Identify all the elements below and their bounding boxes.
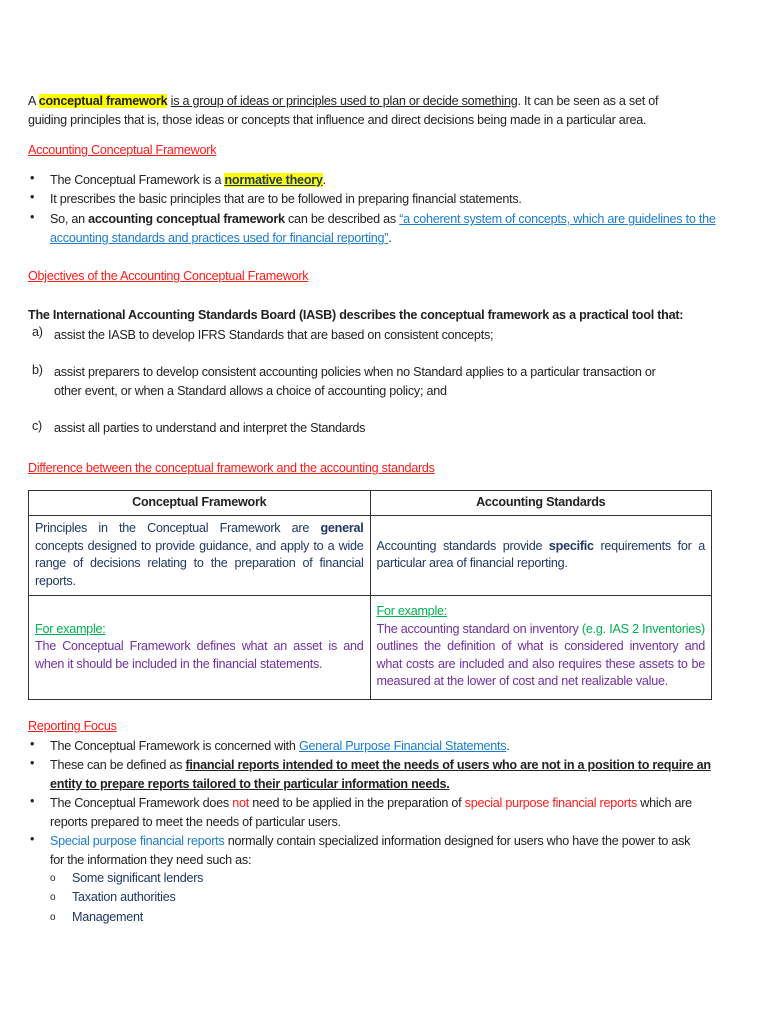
quote-link[interactable]: “a coherent system of concepts, which are guidelines to the <box>399 212 716 226</box>
example-label: For example: <box>35 621 106 636</box>
bullet-item-cont <box>50 229 391 248</box>
circle-bullet-icon: o <box>50 873 56 884</box>
bullet-icon: • <box>30 756 35 770</box>
bullet-item-cont: reports prepared to meet the needs of particular users. <box>50 815 341 829</box>
bullet-icon: • <box>30 832 35 846</box>
emphasis: Special purpose financial reports <box>50 834 225 848</box>
objectives-intro: The International Accounting Standards Board (IASB) describes the conceptual framework as a practical tool that: <box>28 308 684 322</box>
bullet-item <box>50 832 690 851</box>
text: requirements for a particular area of financial reporting. <box>376 538 705 570</box>
table-row <box>29 595 712 699</box>
highlighted-term: normative theory <box>224 173 323 187</box>
bullet-item <box>50 210 716 229</box>
section-heading-objectives: Objectives of the Accounting Conceptual Framework <box>28 269 309 283</box>
text: The accounting standard on inventory <box>376 621 582 636</box>
definition-underlined: is a group of ideas or principles used to plan or decide something <box>170 94 518 108</box>
text: . It can be seen as a set of <box>517 94 659 108</box>
table-cell <box>29 515 371 595</box>
intro-line-1 <box>28 92 658 111</box>
bullet-item <box>50 737 510 756</box>
text: These can be defined as <box>50 758 186 772</box>
text: A <box>28 94 39 108</box>
sub-list-item: Management <box>72 910 144 924</box>
bullet-item: It prescribes the basic principles that are to be followed in preparing financial statements. <box>50 192 522 206</box>
circle-bullet-icon: o <box>50 912 56 923</box>
comparison-table <box>28 490 712 700</box>
bullet-icon: • <box>30 171 35 185</box>
column-header: Accounting Standards <box>370 491 712 516</box>
text: normally contain specialized information designed for users who have the power to ask <box>224 834 691 848</box>
text: So, an <box>50 212 89 226</box>
text: The Conceptual Framework defines what an asset is and when it should be included in the financial statements. <box>35 639 364 671</box>
emphasis: special purpose financial reports <box>464 796 638 810</box>
bullet-icon: • <box>30 794 35 808</box>
emphasis: not <box>232 796 249 810</box>
list-label: b) <box>32 363 43 377</box>
table-cell <box>370 515 712 595</box>
table-cell <box>370 595 712 699</box>
text: need to be applied in the preparation of <box>248 796 465 810</box>
text: The Conceptual Framework is concerned with <box>50 739 299 753</box>
bold-term: specific <box>548 538 594 553</box>
text: The Conceptual Framework does <box>50 796 233 810</box>
bullet-item <box>50 756 711 775</box>
objective-item: assist preparers to develop consistent accounting policies when no Standard applies to a particular transaction or <box>54 365 656 379</box>
list-label: a) <box>32 325 43 339</box>
text: which are <box>637 796 692 810</box>
quote-link[interactable]: accounting standards and practices used for financial reporting” <box>50 231 389 245</box>
gpfs-link[interactable]: General Purpose Financial Statements <box>298 739 507 753</box>
section-heading-accounting-cf: Accounting Conceptual Framework <box>28 143 217 157</box>
reference-text: (e.g. IAS 2 Inventories) <box>581 621 705 636</box>
objective-item-cont: other event, or when a Standard allows a choice of accounting policy; and <box>54 384 447 398</box>
text: . <box>322 173 326 187</box>
text: concepts designed to provide guidance, and apply to a wide range of decisions relating to the preparation of financial reports. <box>35 538 364 588</box>
table-header-row <box>29 491 712 516</box>
text: Principles in the Conceptual Framework are <box>35 521 321 535</box>
column-header: Conceptual Framework <box>29 491 371 516</box>
table-row <box>29 515 712 595</box>
text: . <box>388 231 392 245</box>
objective-item: assist the IASB to develop IFRS Standards that are based on consistent concepts; <box>54 328 494 342</box>
section-heading-difference: Difference between the conceptual framework and the accounting standards <box>28 461 435 475</box>
text: can be described as <box>284 212 400 226</box>
text: outlines the definition of what is considered inventory and what costs are included and also requires these assets to be measured at the lower of cost and net realizable value. <box>376 639 705 689</box>
table-cell <box>29 595 371 699</box>
bold-term: accounting conceptual framework <box>88 212 285 226</box>
bullet-item-cont: for the information they need such as: <box>50 853 252 867</box>
section-heading-reporting-focus: Reporting Focus <box>28 719 117 733</box>
intro-line-2: guiding principles that is, those ideas or concepts that influence and direct decisions being made in a particular area. <box>28 113 647 127</box>
bullet-icon: • <box>30 190 35 204</box>
bullet-item <box>50 794 692 813</box>
text: Accounting standards provide <box>376 538 549 553</box>
text: . <box>506 739 510 753</box>
list-label: c) <box>32 419 42 433</box>
bold-term: general <box>320 521 364 535</box>
sub-list-item: Taxation authorities <box>72 890 176 904</box>
circle-bullet-icon: o <box>50 892 56 903</box>
text: The Conceptual Framework is a <box>50 173 225 187</box>
bullet-item <box>50 171 326 190</box>
definition-underlined: financial reports intended to meet the needs of users who are not in a position to require an <box>185 758 711 772</box>
bullet-icon: • <box>30 737 35 751</box>
objective-item: assist all parties to understand and interpret the Standards <box>54 421 366 435</box>
bullet-icon: • <box>30 210 35 224</box>
example-label: For example: <box>376 604 447 619</box>
bullet-item-cont: entity to prepare reports tailored to their particular information needs. <box>50 777 450 791</box>
sub-list-item: Some significant lenders <box>72 871 204 885</box>
highlighted-term: conceptual framework <box>38 94 168 108</box>
